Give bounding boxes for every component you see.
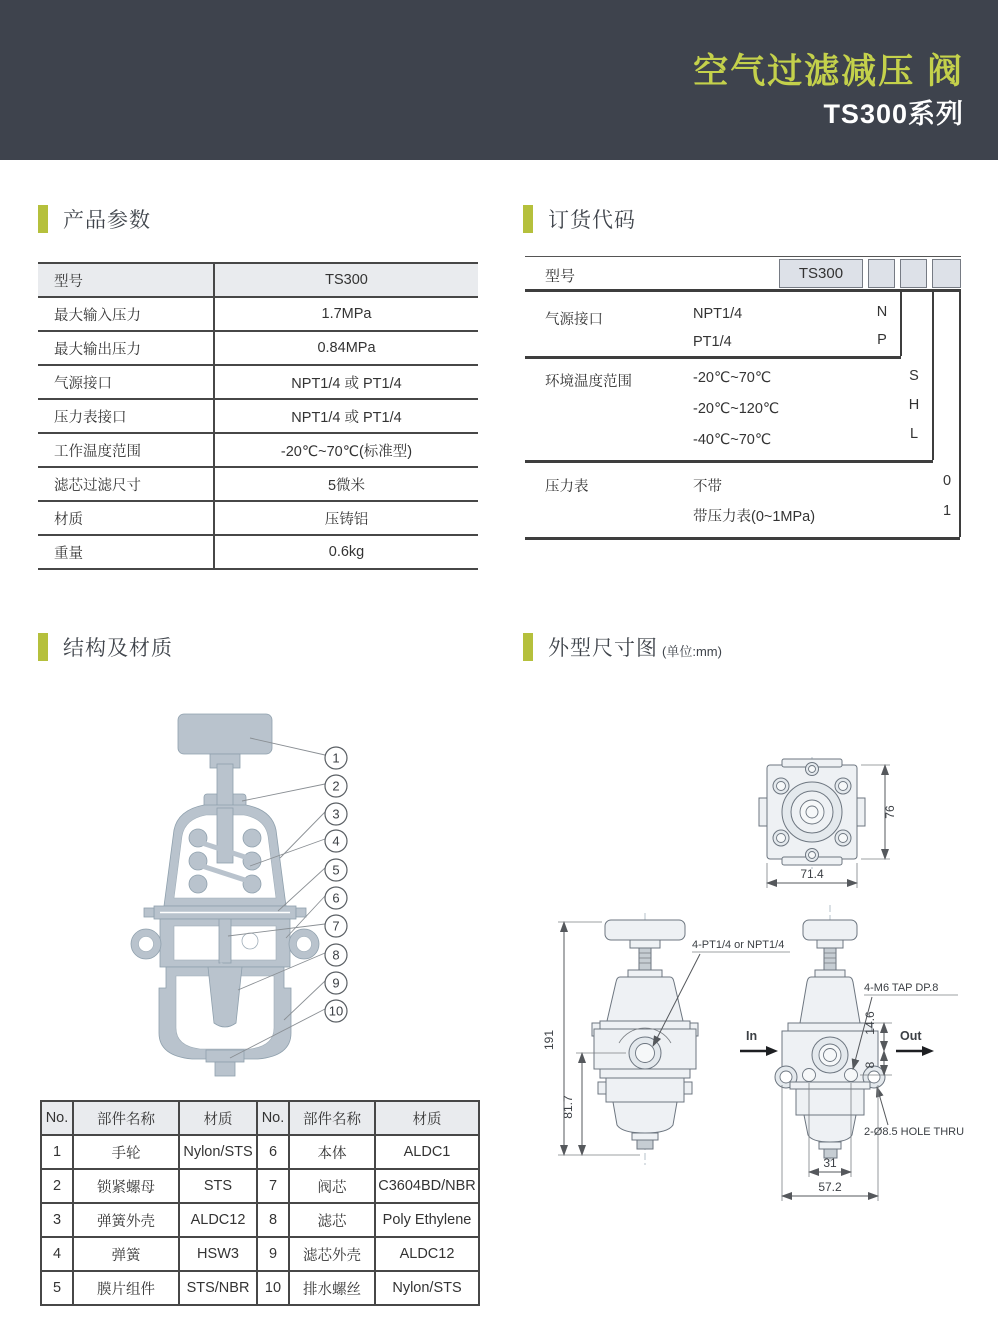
callout-number: 2 [332,778,340,794]
dim-top-width: 71.4 [800,867,824,881]
callout-number: 1 [332,750,340,766]
cell: 6 [257,1135,289,1169]
section-title: 订货代码 [548,209,636,232]
table-row [38,432,478,466]
section-product-params [38,204,151,234]
cell: 弹簧 [73,1237,179,1271]
row-label: 工作温度范围 [38,434,215,466]
accent-bar [523,633,533,661]
order-option: PT1/4 [693,334,732,350]
section-title: 产品参数 [63,209,151,232]
table-row [38,500,478,534]
table-row [38,330,478,364]
order-option-code: L [909,426,919,442]
cell: ALDC12 [375,1237,479,1271]
page-subtitle: TS300系列 [823,99,964,129]
row-label: 滤芯过滤尺寸 [38,468,215,500]
order-option: NPT1/4 [693,306,743,322]
col-header: 材质 [375,1101,479,1135]
order-option-code: 0 [942,473,952,489]
dim-31: 31 [823,1156,837,1170]
row-label: 型号 [38,264,215,296]
hole-label: 2-Ø8.5 HOLE THRU [864,1126,965,1138]
accent-bar [38,633,48,661]
table-row [41,1169,479,1203]
front-port-label: 4-PT1/4 or NPT1/4 [692,939,785,951]
top-view [759,757,897,888]
inlet-arrow-icon [766,1046,778,1056]
order-code-table [525,256,967,548]
cell: 本体 [289,1135,375,1169]
row-label: 气源接口 [38,366,215,398]
row-label: 压力表接口 [38,400,215,432]
cell: 滤芯 [289,1203,375,1237]
cell: 弹簧外壳 [73,1203,179,1237]
dimension-drawing [520,735,998,1250]
table-row [38,262,478,296]
section-title: 结构及材质 [63,637,173,660]
order-group-label: 压力表 [545,479,589,495]
cell: 1 [41,1135,73,1169]
dim-8: 8 [863,1061,877,1069]
row-label: 材质 [38,502,215,534]
cell: Nylon/STS [179,1135,257,1169]
cell: 2 [41,1169,73,1203]
dimension-unit: (单位:mm) [662,643,722,659]
callouts [325,747,347,1022]
order-model-box: TS300 [779,259,863,288]
table-row [41,1271,479,1305]
table-row [38,398,478,432]
cell: 滤芯外壳 [289,1237,375,1271]
order-option-code: S [909,368,919,384]
row-value: 0.84MPa [317,340,376,356]
col-header: 部件名称 [289,1101,375,1135]
section-dimensions [523,632,722,662]
order-option: -20℃~120℃ [693,401,780,417]
table-row [38,364,478,398]
divider [525,256,961,257]
row-label: 最大输入压力 [38,298,215,330]
callout-number: 3 [332,806,340,822]
row-value: NPT1/4 或 PT1/4 [291,409,402,426]
inlet-label: In [746,1029,758,1043]
cell: 3 [41,1203,73,1237]
page-title: 空气过滤减压 阀 [693,52,964,91]
cell: 9 [257,1237,289,1271]
divider [525,537,960,540]
row-value: NPT1/4 或 PT1/4 [291,375,402,392]
table-row [41,1203,479,1237]
order-code-box-1 [868,259,895,288]
valve-cross-section [131,714,319,1076]
dim-146: 14.6 [863,1011,877,1035]
cell: 阀芯 [289,1169,375,1203]
row-value: TS300 [325,272,368,288]
section-order-code [523,204,636,234]
row-label: 重量 [38,536,215,568]
accent-bar [523,205,533,233]
accent-bar [38,205,48,233]
cell: 膜片组件 [73,1271,179,1305]
callout-number: 7 [332,918,340,934]
callout-number: 6 [332,890,340,906]
row-value: 5微米 [327,477,366,494]
dim-top-height: 76 [883,805,897,819]
cell: ALDC1 [375,1135,479,1169]
product-parameter-table [38,262,478,570]
outlet-arrow-icon [922,1046,934,1056]
callout-number: 10 [328,1003,344,1019]
callout-number: 8 [332,947,340,963]
col-header: No. [257,1101,289,1135]
section-title: 外型尺寸图 [548,637,658,660]
row-value: 压铸铝 [324,511,369,528]
cell: 10 [257,1271,289,1305]
table-row [38,296,478,330]
cell: 锁紧螺母 [73,1169,179,1203]
table-row [38,466,478,500]
col-header: 部件名称 [73,1101,179,1135]
divider [525,289,961,292]
table-header-row [41,1101,479,1135]
cell: 4 [41,1237,73,1271]
row-value: 1.7MPa [321,306,372,322]
page-header [0,0,998,160]
row-value: -20℃~70℃(标准型) [280,443,413,460]
table-row [38,534,478,568]
callout-number: 9 [332,975,340,991]
cell: 手轮 [73,1135,179,1169]
cell: ALDC12 [179,1203,257,1237]
col-header: No. [41,1101,73,1135]
order-option-code: 1 [942,503,952,519]
cell: Nylon/STS [375,1271,479,1305]
order-code-box-3 [932,259,961,288]
order-option: -40℃~70℃ [693,432,772,448]
cell: 5 [41,1271,73,1305]
parts-table [40,1100,480,1306]
table-row [41,1237,479,1271]
col-header: 材质 [179,1101,257,1135]
cell: Poly Ethylene [375,1203,479,1237]
order-option: -20℃~70℃ [693,370,772,386]
cell: STS [179,1169,257,1203]
dim-front-lower: 81.7 [561,1095,575,1119]
table-row [41,1135,479,1169]
order-option: 不带 [693,479,722,495]
cell: 排水螺丝 [289,1271,375,1305]
order-option-code: H [908,397,920,413]
row-label: 最大输出压力 [38,332,215,364]
divider [959,291,961,537]
callout-number: 5 [332,862,340,878]
dim-572: 57.2 [818,1180,842,1194]
cell: 8 [257,1203,289,1237]
order-option-code: P [877,332,887,348]
divider [525,460,933,463]
cell: HSW3 [179,1237,257,1271]
callout-number: 4 [332,833,340,849]
order-group-label: 环境温度范围 [545,374,632,390]
tap-label: 4-M6 TAP DP.8 [864,982,939,994]
order-option: 带压力表(0~1MPa) [693,509,816,525]
section-structure [38,632,173,662]
order-option-code: N [876,304,888,320]
divider [900,291,902,356]
order-model-label: 型号 [545,268,576,285]
order-code-box-2 [900,259,927,288]
cell: C3604BD/NBR [375,1169,479,1203]
cell: 7 [257,1169,289,1203]
order-group-label: 气源接口 [545,312,603,328]
outlet-label: Out [900,1029,922,1043]
divider [525,356,901,359]
dim-front-total: 191 [542,1029,556,1051]
structure-diagram [70,698,370,1078]
cell: STS/NBR [179,1271,257,1305]
row-value: 0.6kg [328,544,365,560]
divider [932,291,934,460]
